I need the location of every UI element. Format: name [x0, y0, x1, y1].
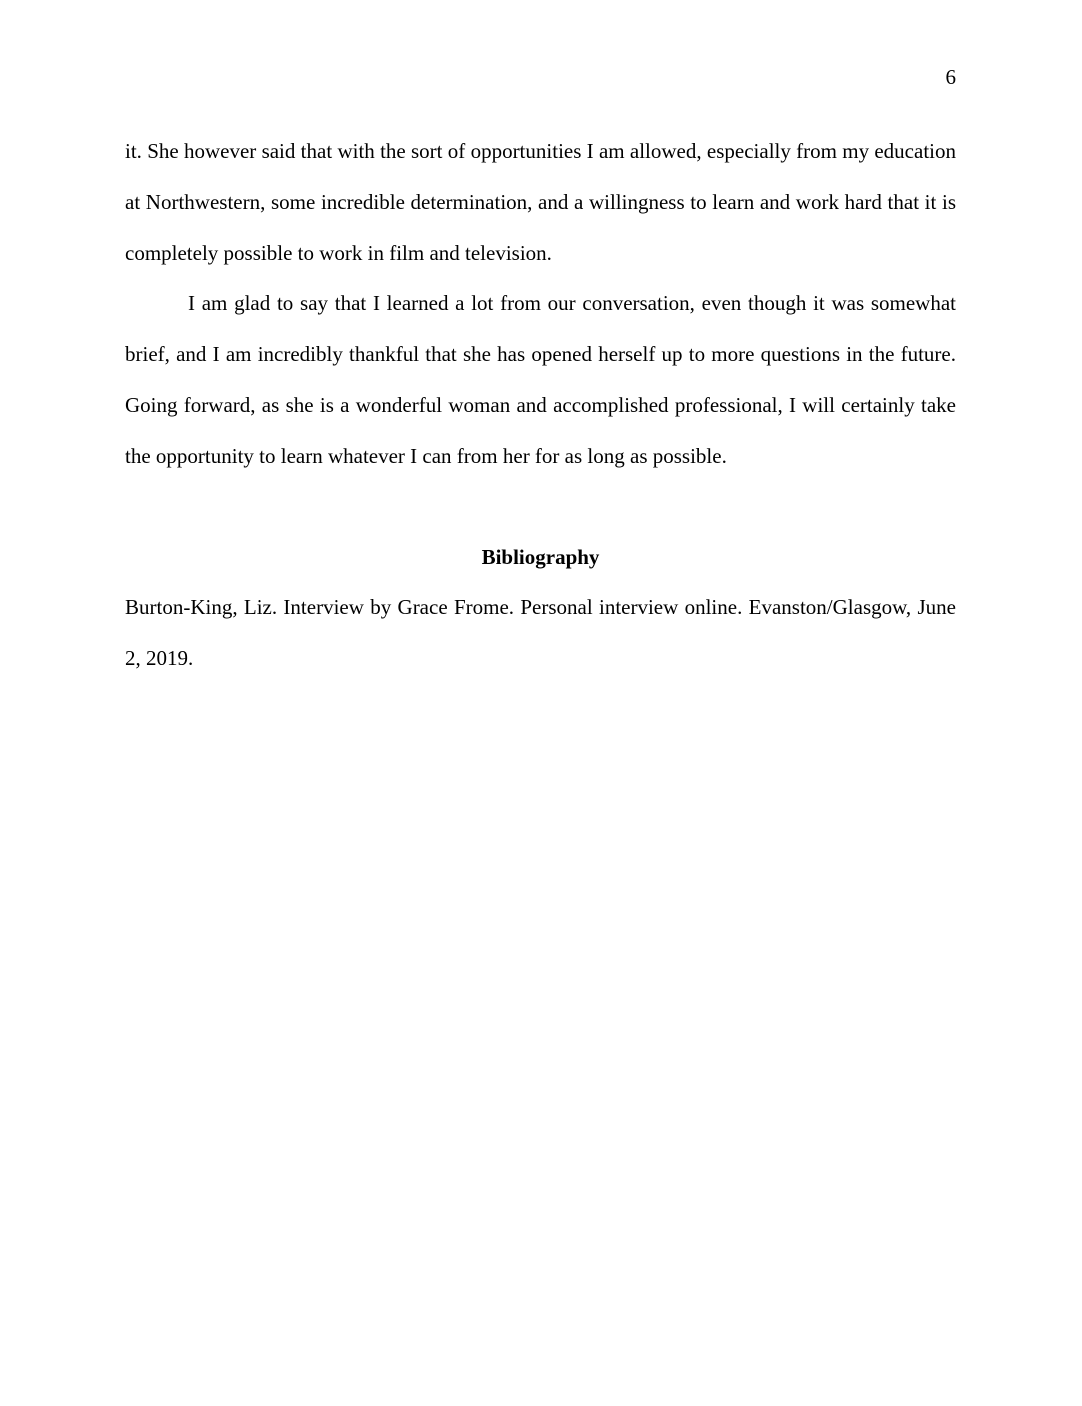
bibliography-section	[125, 532, 956, 684]
body-paragraph: I am glad to say that I learned a lot from our conversation, even though it was somewhat brief, and I am incredibly thankful that she has opened herself up to more questions in the future. Going forward, as she is a wonderful woman and accomplished professional, I will certainly take the opportunity to learn whatever I can from her for as long as possible.	[125, 291, 956, 468]
body-paragraph: it. She however said that with the sort of opportunities I am allowed, especially from my education at Northwestern, some incredible determination, and a willingness to learn and work hard that it is completely possible to work in film and television.	[125, 139, 956, 265]
bibliography-heading: Bibliography	[481, 544, 600, 569]
bibliography-entry: Burton-King, Liz. Interview by Grace Frome. Personal interview online. Evanston/Glasgow, June 2, 2019.	[125, 595, 956, 671]
page-number: 6	[945, 65, 956, 89]
document-body	[125, 126, 956, 684]
